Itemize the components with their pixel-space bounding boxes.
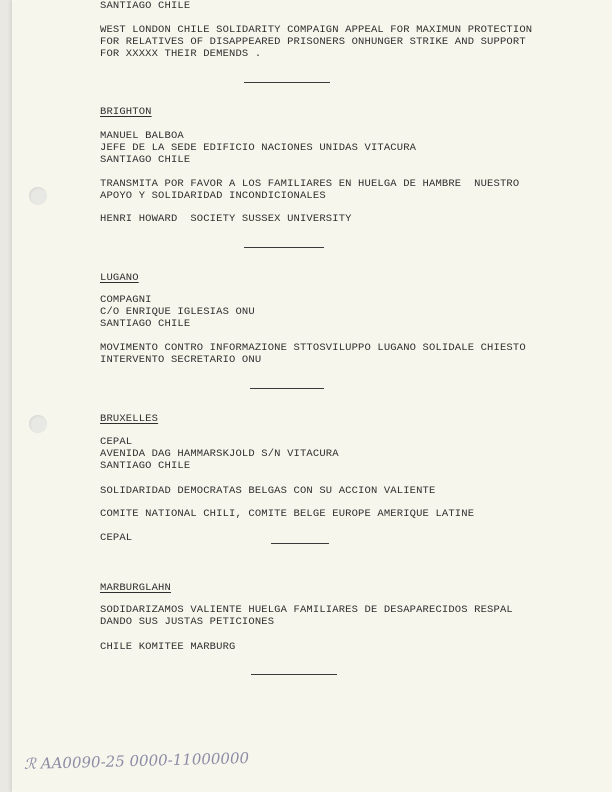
archive-code: ℛ AA0090-25 0000-11000000	[23, 749, 250, 773]
address-line: COMPAGNI	[100, 294, 152, 306]
punch-hole	[29, 187, 47, 205]
message-line: TRANSMITA POR FAVOR A LOS FAMILIARES EN HUELGA DE HAMBRE NUESTRO	[100, 178, 520, 190]
message-line: INTERVENTO SECRETARIO ONU	[100, 354, 262, 366]
section-heading-lugano: LUGANO	[100, 272, 139, 284]
section-divider	[271, 543, 329, 544]
section-divider	[251, 674, 337, 675]
message-line: SOLIDARIDAD DEMOCRATAS BELGAS CON SU ACCION VALIENTE	[100, 485, 436, 497]
address-line: CEPAL	[100, 436, 133, 448]
top-message-line: FOR RELATIVES OF DISAPPEARED PRISONERS ONHUNGER STRIKE AND SUPPORT	[100, 36, 526, 48]
address-line: SANTIAGO CHILE	[100, 318, 191, 330]
message-line: DANDO SUS JUSTAS PETICIONES	[100, 616, 275, 628]
committees-line: COMITE NATIONAL CHILI, COMITE BELGE EUROPE AMERIQUE LATINE	[100, 508, 475, 520]
section-divider	[244, 247, 324, 248]
document-page	[12, 0, 612, 792]
section-heading-brighton: BRIGHTON	[100, 106, 152, 118]
address-line: SANTIAGO CHILE	[100, 154, 191, 166]
address-line: SANTIAGO CHILE	[100, 460, 191, 472]
punch-hole	[29, 415, 47, 433]
address-line: MANUEL BALBOA	[100, 130, 184, 142]
address-line: AVENIDA DAG HAMMARSKJOLD S/N VITACURA	[100, 448, 339, 460]
section-divider	[244, 82, 330, 83]
message-line: SODIDARIZAMOS VALIENTE HUELGA FAMILIARES DE DESAPARECIDOS RESPAL	[100, 604, 513, 616]
top-address-line: SANTIAGO CHILE	[100, 0, 191, 12]
section-heading-marburg: MARBURGLAHN	[100, 582, 171, 594]
section-heading-bruxelles: BRUXELLES	[100, 413, 159, 425]
address-line: JEFE DE LA SEDE EDIFICIO NACIONES UNIDAS VITACURA	[100, 142, 417, 154]
section-divider	[250, 388, 324, 389]
closing-line: CEPAL	[100, 532, 133, 544]
message-line: MOVIMENTO CONTRO INFORMAZIONE STTOSVILUPPO LUGANO SOLIDALE CHIESTO	[100, 342, 526, 354]
signature-line: CHILE KOMITEE MARBURG	[100, 641, 236, 653]
message-line: APOYO Y SOLIDARIDAD INCONDICIONALES	[100, 190, 326, 202]
signature-line: HENRI HOWARD SOCIETY SUSSEX UNIVERSITY	[100, 213, 352, 225]
top-message-line: FOR XXXXX THEIR DEMENDS .	[100, 48, 262, 60]
top-message-line: WEST LONDON CHILE SOLIDARITY COMPAIGN APPEAL FOR MAXIMUN PROTECTION	[100, 24, 533, 36]
address-line: C/O ENRIQUE IGLESIAS ONU	[100, 306, 255, 318]
